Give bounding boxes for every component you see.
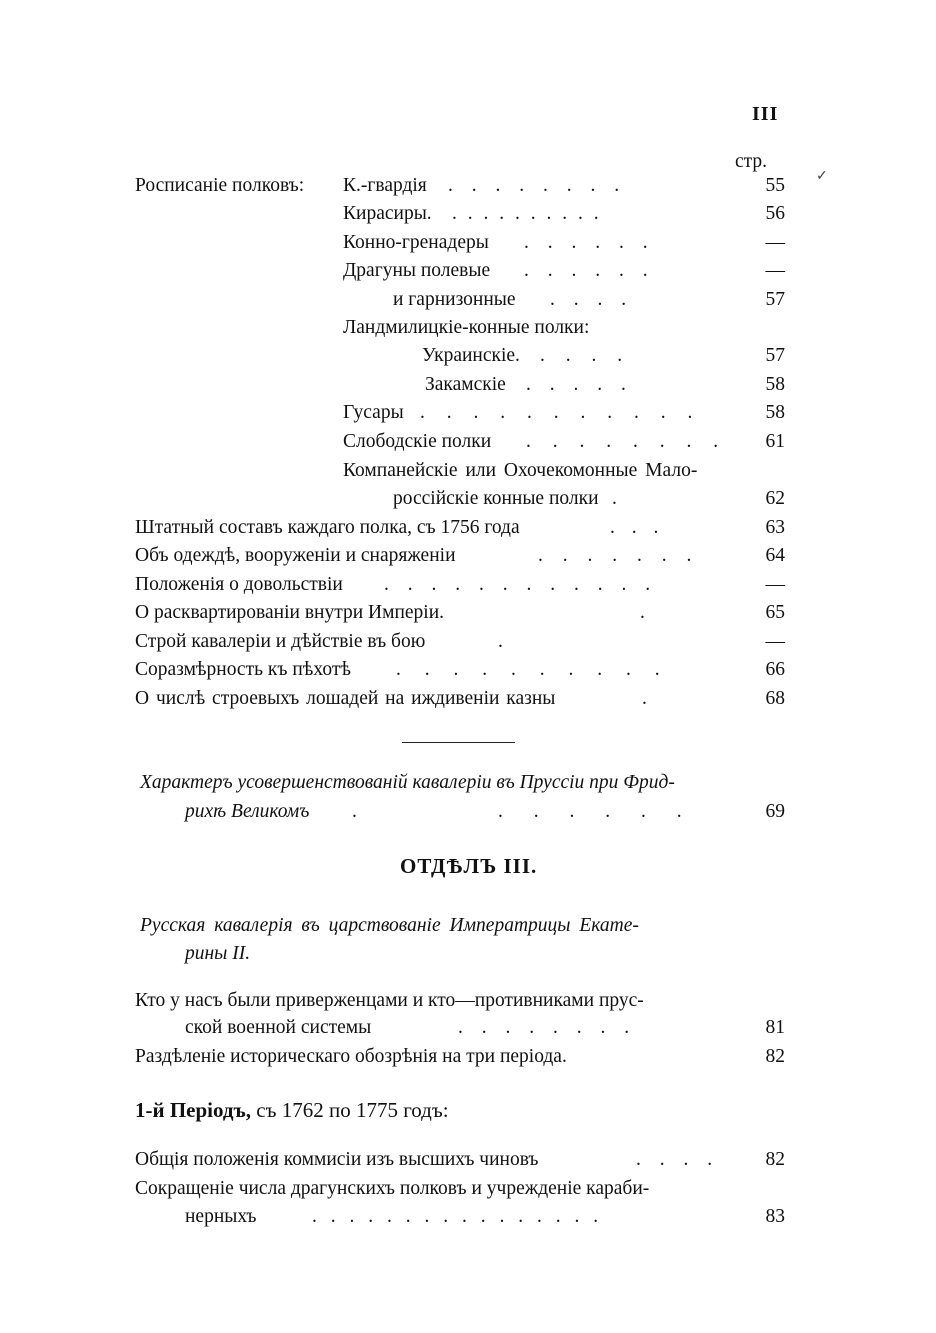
toc-entry-title: Слободскіе полки [343, 431, 492, 452]
division-entry: Раздѣленіе историческаго обозрѣнія на три періода. [135, 1046, 567, 1067]
toc-entry-title: Гусары [343, 402, 404, 423]
toc-leader: . . . . [540, 345, 623, 366]
toc-leader: . . . . . . . . [448, 175, 620, 196]
toc-entry-page: 57 [765, 345, 785, 366]
toc-leader: . [640, 602, 645, 623]
toc-leader: . . . . [550, 289, 627, 310]
toc-leader: . . . . . . . . . . . . [384, 574, 651, 595]
toc-entry-title: Конно-гренадеры [343, 232, 489, 253]
period-heading-range: съ 1762 по 1775 годъ: [256, 1098, 449, 1122]
toc-entry-title: К.-гвардія [343, 175, 427, 196]
toc-leader: . [498, 631, 503, 652]
section-divider [402, 742, 515, 743]
toc-leader: . . . [610, 517, 659, 538]
toc-entry-page: 58 [765, 402, 785, 423]
toc-entry-title: Объ одеждѣ, вооруженіи и снаряженіи [135, 545, 456, 566]
toc-leader: . . . . . . . . . . [396, 659, 660, 680]
toc-leader: . . . . . . . . . . . . . . . . [312, 1206, 599, 1227]
toc-leader: . . . . . . . . . . . [420, 402, 693, 423]
toc-leader: . . . . . . [498, 801, 682, 822]
toc-leader: . . . . . . . . [458, 1017, 630, 1038]
toc-entry-title: Положенія о довольствіи [135, 574, 343, 595]
toc-entry-page: 64 [765, 545, 785, 566]
toc-entry-page: 62 [765, 488, 785, 509]
toc-entry-page: — [765, 631, 785, 652]
reduce-entry-line1: Сокращеніе числа драгунскихъ полковъ и учрежденіе караби- [135, 1178, 650, 1199]
general-entry-page: 82 [765, 1149, 785, 1170]
toc-subheading: Ландмилицкіе-конные полки: [343, 317, 590, 338]
check-mark-icon: ✓ [816, 169, 828, 184]
toc-entry-page: — [765, 260, 785, 281]
toc-entry-title: Соразмѣрность къ пѣхотѣ [135, 659, 351, 680]
toc-entry-title: Штатный составъ каждаго полка, съ 1756 года [135, 517, 520, 538]
division-entry-page: 82 [765, 1046, 785, 1067]
who-entry-line2: ской военной системы [185, 1017, 372, 1038]
toc-leader: . . . . . . . [538, 545, 692, 566]
toc-entry-page: — [765, 574, 785, 595]
toc-entry-page: 66 [765, 659, 785, 680]
toc-leader: . . . . . [526, 374, 626, 395]
who-entry-line1: Кто у насъ были приверженцами и кто—противниками прус- [135, 990, 644, 1011]
toc-entry-title: Закамскіе [425, 374, 506, 395]
toc-entry-title: Компанейскіе или Охочекомонные Мало- [343, 460, 698, 481]
prussia-entry-page: 69 [765, 801, 785, 822]
toc-entry-page: 58 [765, 374, 785, 395]
toc-entry-title: россійскіе конные полки [393, 488, 599, 509]
prussia-entry-line2: рихѣ Великомъ [185, 801, 310, 822]
toc-leader: . [352, 801, 357, 822]
toc-entry-page: 65 [765, 602, 785, 623]
toc-leader: . . . . . . [524, 232, 648, 253]
toc-leader: . [642, 688, 647, 709]
toc-entry-page: 63 [765, 517, 785, 538]
reduce-entry-page: 83 [765, 1206, 785, 1227]
column-header-page: стр. [735, 151, 768, 172]
page-number: III [752, 103, 779, 125]
toc-entry-page: 57 [765, 289, 785, 310]
prussia-entry-line1: Характеръ усовершенствованій кавалеріи въ Пруссіи при Фрид- [140, 772, 675, 793]
russian-cavalry-line2: рины II. [185, 943, 251, 964]
toc-entry-title: О числѣ строевыхъ лошадей на иждивеніи казны [135, 688, 556, 709]
russian-cavalry-line1: Русская кавалерія въ царствованіе Императрицы Екате- [140, 915, 639, 936]
period-heading-bold: 1-й Періодъ, [135, 1098, 252, 1122]
who-entry-page: 81 [765, 1017, 785, 1038]
toc-leader: . . . . [636, 1149, 713, 1170]
toc-entry-prefix: Росписаніе полковъ: [135, 175, 305, 196]
toc-leader: . [612, 488, 617, 509]
reduce-entry-line2: нерныхъ [185, 1206, 257, 1227]
toc-entry-page: 56 [765, 203, 785, 224]
section-title: ОТДѢЛЪ III. [400, 854, 538, 878]
toc-entry-page: 68 [765, 688, 785, 709]
toc-leader: . . . . . . . . [526, 431, 719, 452]
toc-entry-page: — [765, 232, 785, 253]
toc-entry-title: Драгуны полевые [343, 260, 491, 281]
toc-entry-title: Кирасиры. [343, 203, 432, 224]
period-heading [135, 1096, 449, 1124]
toc-leader: . . . . . . . . . . [452, 203, 599, 224]
toc-entry-title: Украинскіе. [422, 345, 520, 366]
toc-entry-title: Строй кавалеріи и дѣйствіе въ бою [135, 631, 426, 652]
toc-entry-title: О расквартированіи внутри Имперіи. [135, 602, 445, 623]
toc-leader: . . . . . . [524, 260, 648, 281]
toc-entry-page: 55 [765, 175, 785, 196]
toc-entry-title: и гарнизонные [393, 289, 516, 310]
toc-entry-page: 61 [765, 431, 785, 452]
general-entry: Общія положенія коммисіи изъ высшихъ чиновъ [135, 1149, 539, 1170]
